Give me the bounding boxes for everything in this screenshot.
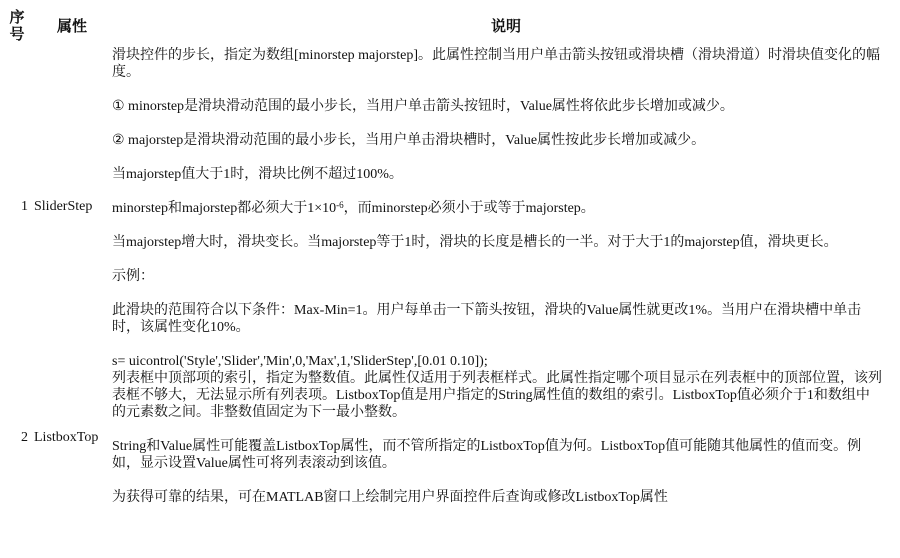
header-description: 说明 (490, 17, 521, 35)
description-paragraph: 滑块控件的步长，指定为数组[minorstep majorstep]。此属性控制当用户单击箭头按钮或滑块槽（滑块滑道）时滑块值变化的幅度。 (112, 48, 881, 80)
description-paragraph: 当majorstep增大时，滑块变长。当majorstep等于1时，滑块的长度是槽长的一半。对于大于1的majorstep值，滑块更长。 (112, 235, 838, 250)
description-paragraph: 此滑块的范围符合以下条件：Max-Min=1。用户每单击一下箭头按钮，滑块的Value属性就更改1%。当用户在滑块槽中单击时，该属性变化10%。 (112, 303, 862, 335)
description-text: minorstep和majorstep都必须大于1×10 (112, 201, 337, 216)
code-example: s= uicontrol('Style','Slider','Min',0,'Max',1,'SliderStep',[0.01 0.10]); (112, 354, 488, 369)
description-paragraph: 列表框中顶部项的索引，指定为整数值。此属性仅适用于列表框样式。此属性指定哪个项目显示在列表框中的顶部位置，该列表框不够大，无法显示所有列表项。ListboxTop值是用户指定的String属性值的数组的索引。ListboxTop值必须介于1和数组中的元素数之间。非整数值固定为下一最小整数。 (112, 371, 882, 420)
exponent-text: -6 (336, 200, 344, 210)
description-paragraph: 示例： (112, 269, 154, 284)
table-header-row (0, 0, 900, 43)
row-property-name: SliderStep (34, 198, 93, 214)
table-row (0, 43, 900, 370)
table-row (0, 370, 900, 506)
description-paragraph: ② majorstep是滑块滑动范围的最小步长，当用户单击滑块槽时，Value属性按此步长增加或减少。 (112, 133, 706, 148)
description-paragraph (112, 200, 882, 217)
row-description (112, 370, 900, 506)
description-paragraph: 为获得可靠的结果，可在MATLAB窗口上绘制完用户界面控件后查询或修改ListboxTop属性 (112, 490, 668, 505)
header-index: 序号 (9, 8, 25, 43)
description-paragraph: 当majorstep值大于1时，滑块比例不超过100%。 (112, 167, 403, 182)
description-text: ，而minorstep必须小于或等于majorstep。 (343, 201, 595, 216)
header-property: 属性 (56, 17, 87, 35)
row-property-name: ListboxTop (34, 430, 99, 445)
row-index: 2 (21, 430, 28, 445)
description-paragraph: ① minorstep是滑块滑动范围的最小步长，当用户单击箭头按钮时，Value属性将依此步长增加或减少。 (112, 99, 734, 114)
row-index: 1 (21, 198, 28, 214)
row-description (112, 43, 900, 370)
description-paragraph: String和Value属性可能覆盖ListboxTop属性，而不管所指定的ListboxTop值为何。ListboxTop值可能随其他属性的值而变。例如，显示设置Value属性可将列表滚动到该值。 (112, 439, 862, 471)
